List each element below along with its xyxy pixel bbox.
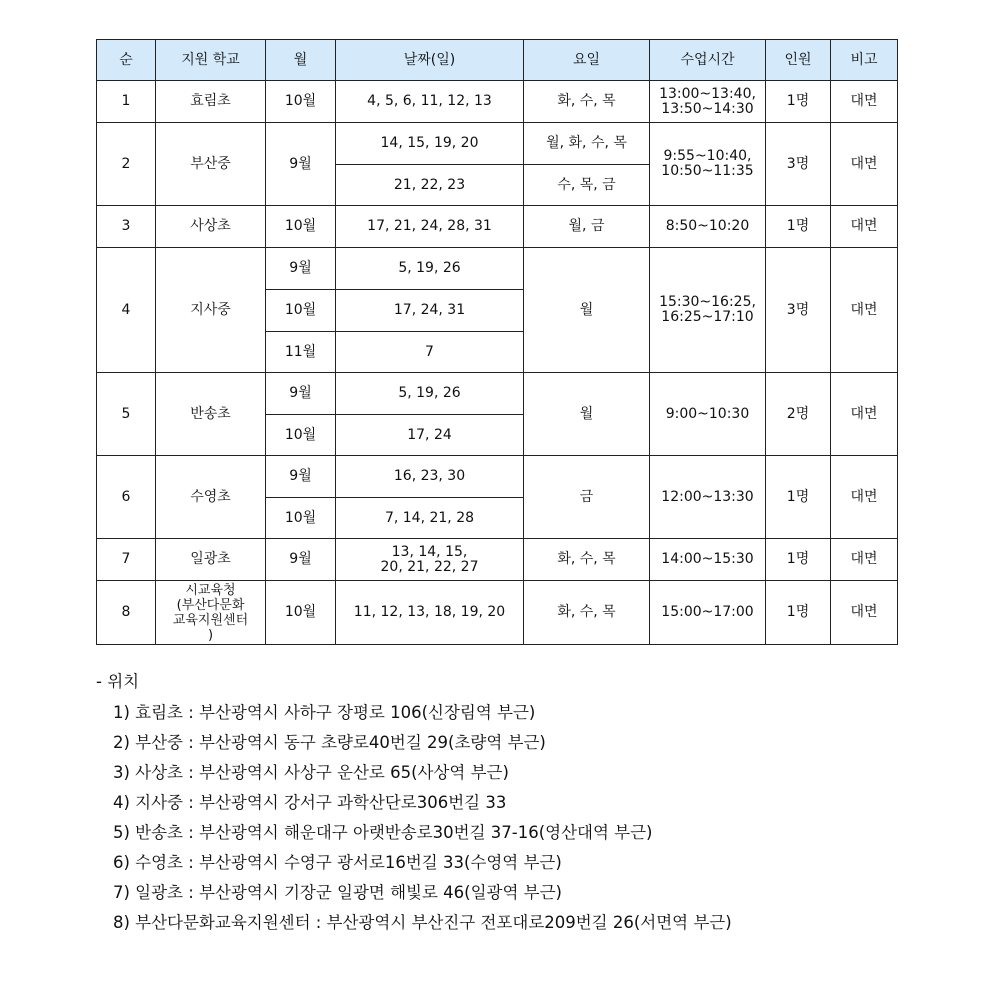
- table-row: [97, 373, 898, 415]
- school-line: 시교육청: [185, 582, 236, 598]
- dates-line: 20, 21, 22, 27: [380, 558, 479, 575]
- location-item: 2) 부산중 : 부산광역시 동구 초량로40번길 29(초량역 부근): [113, 733, 546, 752]
- cell-no: 4: [97, 248, 156, 373]
- header-dates: 날짜(일): [336, 40, 524, 81]
- cell-dates: 17, 24, 31: [336, 290, 524, 332]
- cell-time: 15:00~17:00: [650, 581, 766, 645]
- cell-month: 9월: [266, 456, 336, 498]
- cell-month: 10월: [266, 206, 336, 248]
- cell-dates: 21, 22, 23: [336, 165, 524, 206]
- cell-school: 반송초: [156, 373, 266, 456]
- table-row: [97, 123, 898, 165]
- location-item: 4) 지사중 : 부산광역시 강서구 과학산단로306번길 33: [113, 793, 507, 812]
- cell-note: 대면: [831, 206, 898, 248]
- cell-note: 대면: [831, 248, 898, 373]
- cell-note: 대면: [831, 581, 898, 645]
- time-line: 15:30~16:25,: [659, 294, 756, 310]
- time-line: 13:00~13:40,: [659, 85, 756, 102]
- cell-school: 효림초: [156, 81, 266, 123]
- cell-people: 3명: [766, 248, 831, 373]
- cell-people: 3명: [766, 123, 831, 206]
- header-people: 인원: [766, 40, 831, 81]
- school-line: 교육지원센터: [172, 612, 249, 628]
- cell-note: 대면: [831, 456, 898, 539]
- location-item: 1) 효림초 : 부산광역시 사하구 장평로 106(신장림역 부근): [113, 703, 536, 722]
- cell-dates: 14, 15, 19, 20: [336, 123, 524, 165]
- cell-days: 화, 수, 목: [524, 81, 650, 123]
- location-item: 3) 사상초 : 부산광역시 사상구 운산로 65(사상역 부근): [113, 763, 509, 782]
- cell-dates: 7: [336, 332, 524, 373]
- cell-days: 금: [524, 456, 650, 539]
- cell-no: 3: [97, 206, 156, 248]
- cell-month: 10월: [266, 498, 336, 539]
- cell-time: [650, 123, 766, 206]
- cell-school: 사상초: [156, 206, 266, 248]
- cell-no: 8: [97, 581, 156, 645]
- header-no: 순: [97, 40, 156, 81]
- header-time: 수업시간: [650, 40, 766, 81]
- cell-month: 10월: [266, 581, 336, 645]
- cell-note: 대면: [831, 123, 898, 206]
- cell-note: 대면: [831, 373, 898, 456]
- cell-no: 1: [97, 81, 156, 123]
- time-line: 9:55~10:40,: [663, 148, 752, 164]
- location-item: 8) 부산다문화교육지원센터 : 부산광역시 부산진구 전포대로209번길 26(서면역 부근): [113, 913, 732, 932]
- cell-month: 9월: [266, 248, 336, 290]
- school-line: (부산다문화: [176, 597, 245, 613]
- cell-dates: 5, 19, 26: [336, 248, 524, 290]
- cell-people: 1명: [766, 456, 831, 539]
- cell-month: 10월: [266, 81, 336, 123]
- cell-note: 대면: [831, 539, 898, 581]
- cell-dates: 17, 24: [336, 415, 524, 456]
- cell-people: 2명: [766, 373, 831, 456]
- cell-no: 5: [97, 373, 156, 456]
- cell-days: 월, 금: [524, 206, 650, 248]
- table-row: [97, 206, 898, 248]
- cell-no: 2: [97, 123, 156, 206]
- table-row: [97, 581, 898, 645]
- location-title: - 위치: [96, 672, 140, 691]
- cell-month: 9월: [266, 539, 336, 581]
- cell-dates: 7, 14, 21, 28: [336, 498, 524, 539]
- cell-people: 1명: [766, 581, 831, 645]
- cell-days: 화, 수, 목: [524, 539, 650, 581]
- cell-month: 9월: [266, 123, 336, 206]
- location-item: 7) 일광초 : 부산광역시 기장군 일광면 해빛로 46(일광역 부근): [113, 883, 562, 902]
- table-row: [97, 539, 898, 581]
- time-line: 10:50~11:35: [661, 163, 754, 179]
- header-note: 비고: [831, 40, 898, 81]
- time-line: 16:25~17:10: [661, 309, 754, 325]
- cell-time: 12:00~13:30: [650, 456, 766, 539]
- table-row: [97, 456, 898, 498]
- header-days: 요일: [524, 40, 650, 81]
- cell-days: 월: [524, 248, 650, 373]
- cell-dates: 17, 21, 24, 28, 31: [336, 206, 524, 248]
- cell-school: 일광초: [156, 539, 266, 581]
- cell-time: 8:50~10:20: [650, 206, 766, 248]
- cell-dates: 11, 12, 13, 18, 19, 20: [336, 581, 524, 645]
- cell-time: 9:00~10:30: [650, 373, 766, 456]
- cell-note: 대면: [831, 81, 898, 123]
- cell-time: 14:00~15:30: [650, 539, 766, 581]
- header-month: 월: [266, 40, 336, 81]
- cell-month: 9월: [266, 373, 336, 415]
- cell-time: [650, 248, 766, 373]
- cell-dates: 4, 5, 6, 11, 12, 13: [336, 81, 524, 123]
- location-item: 5) 반송초 : 부산광역시 해운대구 아랫반송로30번길 37-16(영산대역 부근): [113, 823, 653, 842]
- cell-days: 월: [524, 373, 650, 456]
- cell-people: 1명: [766, 81, 831, 123]
- cell-people: 1명: [766, 206, 831, 248]
- cell-month: 11월: [266, 332, 336, 373]
- schedule-table: [96, 39, 898, 645]
- dates-line: 13, 14, 15,: [391, 543, 468, 560]
- cell-month: 10월: [266, 290, 336, 332]
- cell-school: 지사중: [156, 248, 266, 373]
- table-row: [97, 81, 898, 123]
- time-line: 13:50~14:30: [661, 100, 754, 117]
- cell-no: 6: [97, 456, 156, 539]
- cell-people: 1명: [766, 539, 831, 581]
- cell-days: 월, 화, 수, 목: [524, 123, 650, 165]
- cell-school: 부산중: [156, 123, 266, 206]
- cell-days: 화, 수, 목: [524, 581, 650, 645]
- location-item: 6) 수영초 : 부산광역시 수영구 광서로16번길 33(수영역 부근): [113, 853, 562, 872]
- cell-dates: 16, 23, 30: [336, 456, 524, 498]
- school-line: ): [207, 627, 214, 643]
- cell-dates: [336, 539, 524, 581]
- cell-days: 수, 목, 금: [524, 165, 650, 206]
- cell-school: [156, 581, 266, 645]
- header-row: [97, 40, 898, 81]
- cell-dates: 5, 19, 26: [336, 373, 524, 415]
- cell-no: 7: [97, 539, 156, 581]
- cell-time: [650, 81, 766, 123]
- table-row: [97, 248, 898, 290]
- header-school: 지원 학교: [156, 40, 266, 81]
- location-section: [96, 666, 732, 938]
- cell-month: 10월: [266, 415, 336, 456]
- cell-school: 수영초: [156, 456, 266, 539]
